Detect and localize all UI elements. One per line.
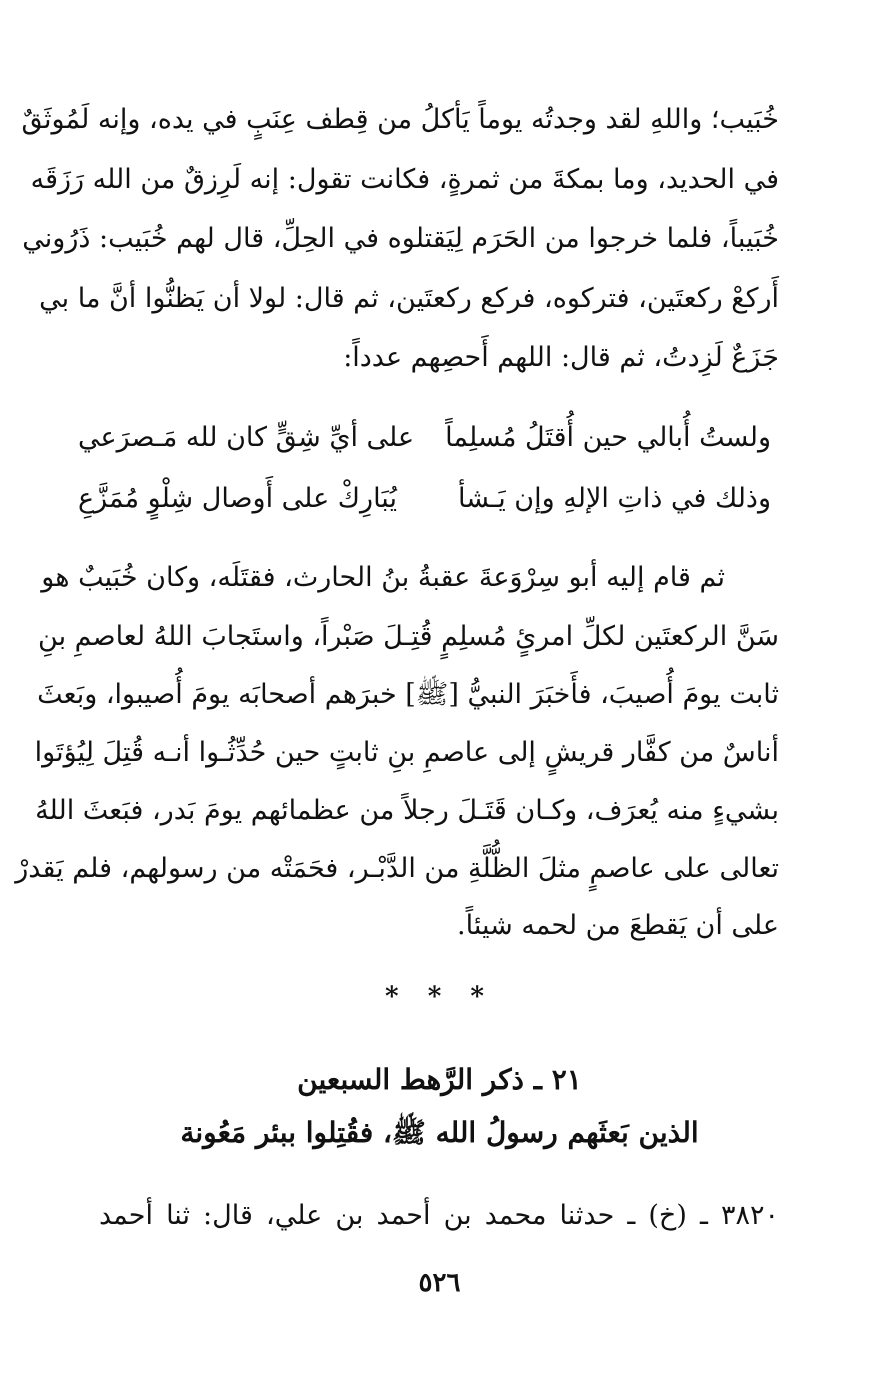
verse-second-hemistich: يُبَارِكْ على أَوصال شِلْوٍ مُمَزَّعِ [78, 483, 397, 514]
verse-first-hemistich: وذلك في ذاتِ الإلهِ وإن يَـشأ [457, 483, 771, 514]
hadith-line: ٣٨٢٠ ـ (خ) ـ حدثنا محمد بن أحمد بن علي، قال: ثنا أحمد [99, 1200, 779, 1231]
chapter-subheading: الذين بَعثَهم رسولُ الله ﷺ، فقُتِلوا ببئر مَعُونة [180, 1116, 699, 1149]
verse-first-hemistich: ولستُ أُبالي حين أُقتَلُ مُسلِماً [445, 422, 771, 453]
paragraph-line: تعالى على عاصمٍ مثلَ الظُّلَّةِ من الدَّبْـر، فحَمَتْه من رسولهم، فلم يَقدرْ [15, 853, 779, 884]
paragraph-line: خُبَيباً، فلما خرجوا من الحَرَم لِيَقتلوه في الحِلِّ، قال لهم خُبَيب: ذَرُوني [22, 223, 779, 254]
chapter-heading: ٢١ ـ ذكر الرَّهط السبعين [297, 1063, 582, 1096]
paragraph-line: ثابت يومَ أُصيبَ، فأَخبَرَ النبيُّ [ﷺ] خبرَهم أصحابَه يومَ أُصيبوا، وبَعثَ [37, 679, 779, 710]
section-divider: * * * [385, 982, 494, 1012]
page-number: ٥٢٦ [418, 1268, 461, 1298]
paragraph-line: في الحديد، وما بمكةَ من ثمرةٍ، فكانت تقول: إنه لَرِزقٌ من الله رَزَقَه [30, 164, 779, 195]
paragraph-line: أناسٌ من كفَّار قريشٍ إلى عاصمِ بنِ ثابتٍ حين حُدِّثُـوا أنـه قُتِلَ لِيُؤتَوا [34, 737, 779, 768]
paragraph-line: أَركعْ ركعتَين، فتركوه، فركع ركعتَين، ثم قال: لولا أن يَظنُّوا أنَّ ما بي [39, 283, 779, 314]
verse-second-hemistich: على أيِّ شِقٍّ كان لله مَـصرَعي [78, 422, 415, 453]
paragraph-line: سَنَّ الركعتَين لكلِّ امرئٍ مُسلِمٍ قُتِـلَ صَبْراً، واستَجابَ اللهُ لعاصمِ بنِ [38, 621, 779, 652]
paragraph-line: ثم قام إليه أبو سِرْوَعةَ عقبةُ بنُ الحارث، فقتَلَه، وكان خُبَيبٌ هو [41, 562, 725, 593]
paragraph-line: جَزَعٌ لَزِدتُ، ثم قال: اللهم أَحصِهم عدداً: [343, 342, 779, 373]
paragraph-line: على أن يَقطعَ من لحمه شيئاً. [457, 910, 779, 941]
paragraph-line: بشيءٍ منه يُعرَف، وكـان قَتَـلَ رجلاً من عظمائهم يومَ بَدر، فبَعثَ اللهُ [35, 795, 779, 826]
paragraph-line: خُبَيب؛ واللهِ لقد وجدتُه يوماً يَأكلُ من قِطف عِنَبٍ في يده، وإنه لَمُوثَقٌ [21, 104, 779, 135]
